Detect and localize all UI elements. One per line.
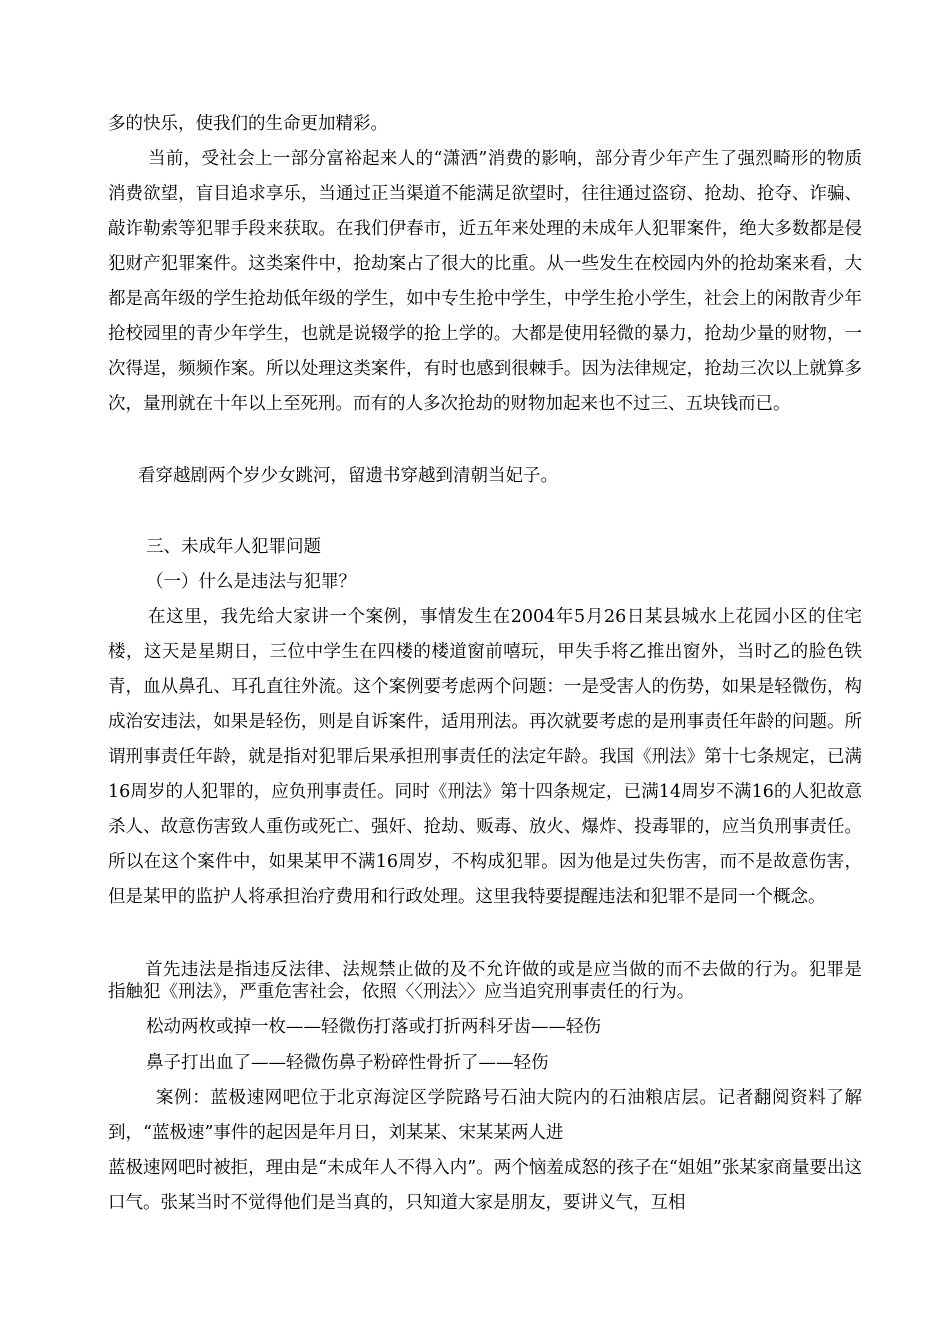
subsection-heading: （一）什么是违法与犯罪？ — [146, 572, 356, 592]
section-heading: 三、未成年人犯罪问题 — [146, 537, 321, 557]
paragraph-teeth-injury: 松动两枚或掉一枚——轻微伤打落或打折两科牙齿——轻伤 — [146, 1017, 601, 1037]
paragraph-time-travel-drama: 看穿越剧两个岁少女跳河，留遗书穿越到清朝当妃子。 — [138, 466, 558, 486]
paragraph-internet-cafe-continued: 蓝极速网吧时被拒，理由是“未成年人不得入内”。两个恼羞成怒的孩子在“姐姐”张某家商量要出这口气。张某当时不觉得他们是当真的，只知道大家是朋友，要讲义气，互相 — [108, 1158, 862, 1213]
paragraph-continuation: 多的快乐，使我们的生命更加精彩。 — [108, 114, 388, 134]
paragraph-consumption-crime: 当前，受社会上一部分富裕起来人的“潇洒”消费的影响，部分青少年产生了强烈畸形的物质消费欲望，盲目追求享乐，当通过正当渠道不能满足欲望时，往往通过盗窃、抢劫、抢夺、诈骗、敲诈勒索等犯罪手段来获取。在我们伊春市，近五年来处理的未成年人犯罪案件，绝大多数都是侵犯财产犯罪案件。这类案件中，抢劫案占了很大的比重。从一些发生在校园内外的抢劫案来看，大都是高年级的学生抢劫低年级的学生，如中专生抢中学生，中学生抢小学生，社会上的闲散青少年抢校园里的青少年学生，也就是说辍学的抢上学的。大都是使用轻微的暴力，抢劫少量的财物，一次得逞，频频作案。所以处理这类案件，有时也感到很棘手。因为法律规定，抢劫三次以上就算多次，量刑就在十年以上至死刑。而有的人多次抢劫的财物加起来也不过三、五块钱而已。 — [108, 149, 862, 414]
paragraph-nose-injury: 鼻子打出血了——轻微伤鼻子粉碎性骨折了——轻伤 — [146, 1053, 549, 1073]
paragraph-case-example: 在这里，我先给大家讲一个案例，事情发生在2004年5月26日某县城水上花园小区的住宅楼，这天是星期日，三位中学生在四楼的楼道窗前嘻玩，甲失手将乙推出窗外，当时乙的脸色铁青，血从鼻孔、耳孔直往外流。这个案例要考虑两个问题：一是受害人的伤势，如果是轻微伤，构成治安违法，如果是轻伤，则是自诉案件，适用刑法。再次就要考虑的是刑事责任年龄的问题。所谓刑事责任年龄，就是指对犯罪后果承担刑事责任的法定年龄。我国《刑法》第十七条规定，已满16周岁的人犯罪的，应负刑事责任。同时《刑法》第十四条规定，已满14周岁不满16的人犯故意杀人、故意伤害致人重伤或死亡、强奸、抢劫、贩毒、放火、爆炸、投毒罪的，应当负刑事责任。所以在这个案件中，如果某甲不满16周岁，不构成犯罪。因为他是过失伤害，而不是故意伤害，但是某甲的监护人将承担治疗费用和行政处理。这里我特要提醒违法和犯罪不是同一个概念。 — [108, 607, 862, 907]
paragraph-internet-cafe-case: 案例：蓝极速网吧位于北京海淀区学院路号石油大院内的石油粮店层。记者翻阅资料了解到，“蓝极速”事件的起因是年月日，刘某某、宋某某两人进 — [108, 1088, 862, 1143]
paragraph-violation-vs-crime: 首先违法是指违反法律、法规禁止做的及不允许做的或是应当做的而不去做的行为。犯罪是指触犯《刑法》，严重危害社会，依照〈〈刑法〉〉应当追究刑事责任的行为。 — [108, 960, 862, 1002]
